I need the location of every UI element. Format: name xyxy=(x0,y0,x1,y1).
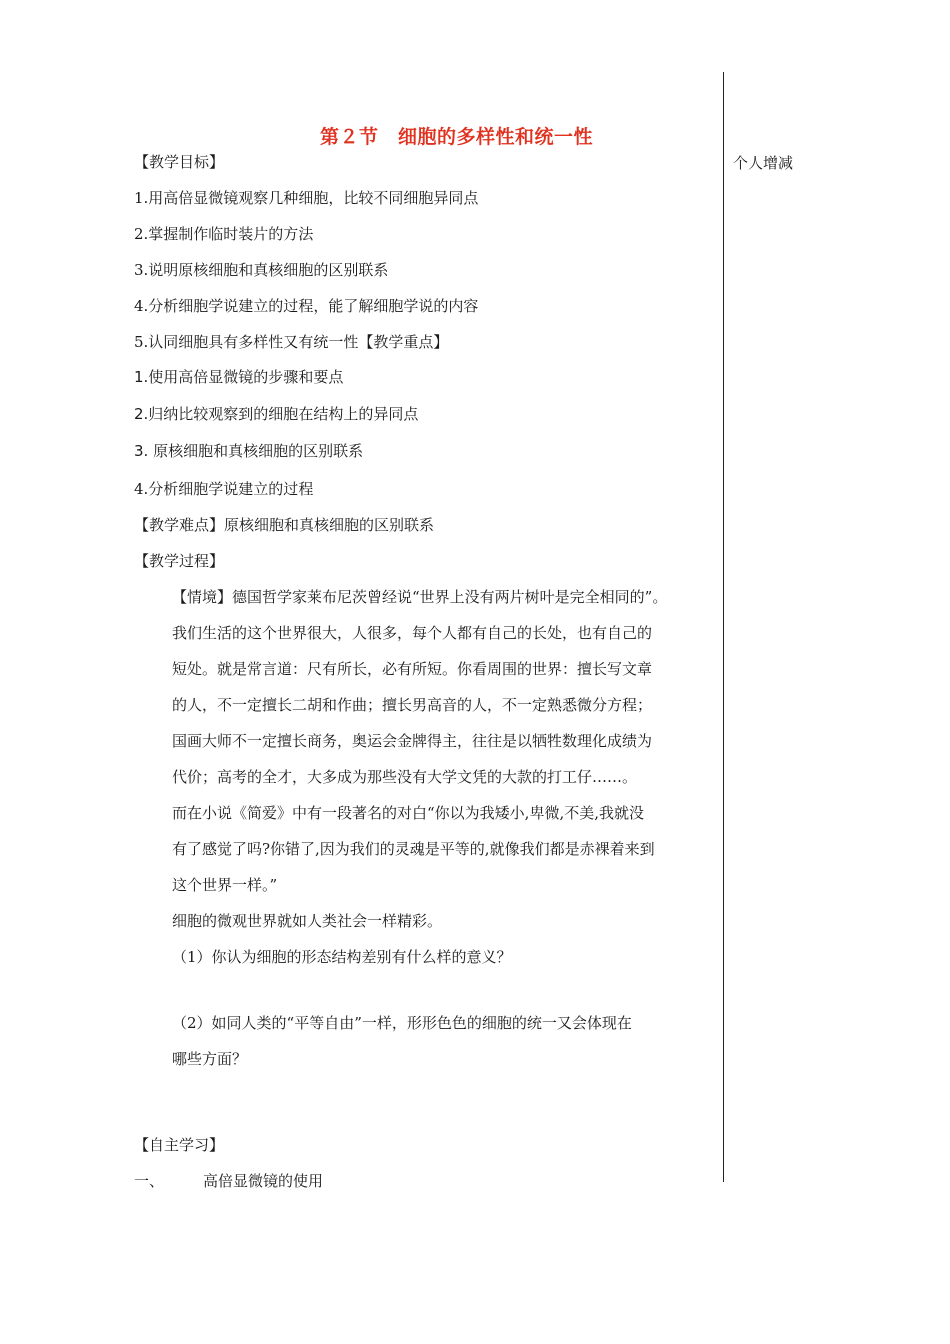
objective-item: 4.分析细胞学说建立的过程，能了解细胞学说的内容 xyxy=(134,297,479,315)
scenario-line: 有了感觉了吗?你错了,因为我们的灵魂是平等的,就像我们都是赤裸着来到 xyxy=(172,840,655,858)
objective-item: 5.认同细胞具有多样性又有统一性【教学重点】 xyxy=(134,333,449,351)
question-2-line: （2）如同人类的“平等自由”一样，形形色色的细胞的统一又会体现在 xyxy=(172,1014,632,1032)
key-point-item: 1.使用高倍显微镜的步骤和要点 xyxy=(134,368,344,386)
question-1: （1）你认为细胞的形态结构差别有什么样的意义？ xyxy=(172,948,512,966)
page-title: 第２节 细胞的多样性和统一性 xyxy=(320,126,594,148)
difficulty-line: 【教学难点】原核细胞和真核细胞的区别联系 xyxy=(134,516,435,534)
scenario-line: 【情境】德国哲学家莱布尼茨曾经说“世界上没有两片树叶是完全相同的”。 xyxy=(172,588,668,606)
scenario-line: 我们生活的这个世界很大，人很多，每个人都有自己的长处，也有自己的 xyxy=(172,624,653,642)
key-point-item: 2.归纳比较观察到的细胞在结构上的异同点 xyxy=(134,405,419,423)
scenario-line: 细胞的微观世界就如人类社会一样精彩。 xyxy=(172,912,443,930)
scenario-line: 国画大师不一定擅长商务，奥运会金牌得主，往往是以牺牲数理化成绩为 xyxy=(172,732,653,750)
section-one-title: 高倍显微镜的使用 xyxy=(203,1172,324,1190)
scenario-line: 这个世界一样。” xyxy=(172,876,278,894)
key-point-item: 3. 原核细胞和真核细胞的区别联系 xyxy=(134,442,364,460)
scenario-line: 而在小说《简爱》中有一段著名的对白“你以为我矮小,卑微,不美,我就没 xyxy=(172,804,644,822)
margin-divider xyxy=(723,72,724,1182)
scenario-line: 短处。就是常言道：尺有所长，必有所短。你看周围的世界：擅长写文章 xyxy=(172,660,653,678)
question-2-line: 哪些方面？ xyxy=(172,1050,248,1068)
scenario-line: 的人，不一定擅长二胡和作曲；擅长男高音的人，不一定熟悉微分方程； xyxy=(172,696,653,714)
scenario-line: 代价；高考的全才，大多成为那些没有大学文凭的大款的打工仔……。 xyxy=(172,768,638,786)
objective-item: 2.掌握制作临时装片的方法 xyxy=(134,225,314,243)
objective-item: 1.用高倍显微镜观察几种细胞，比较不同细胞异同点 xyxy=(134,189,479,207)
side-note: 个人增减 xyxy=(733,154,794,172)
process-heading: 【教学过程】 xyxy=(134,552,225,570)
objectives-heading: 【教学目标】 xyxy=(134,153,225,171)
key-point-item: 4.分析细胞学说建立的过程 xyxy=(134,480,314,498)
self-study-heading: 【自主学习】 xyxy=(134,1136,225,1154)
section-one-number: 一、 xyxy=(134,1172,165,1190)
objective-item: 3.说明原核细胞和真核细胞的区别联系 xyxy=(134,261,389,279)
